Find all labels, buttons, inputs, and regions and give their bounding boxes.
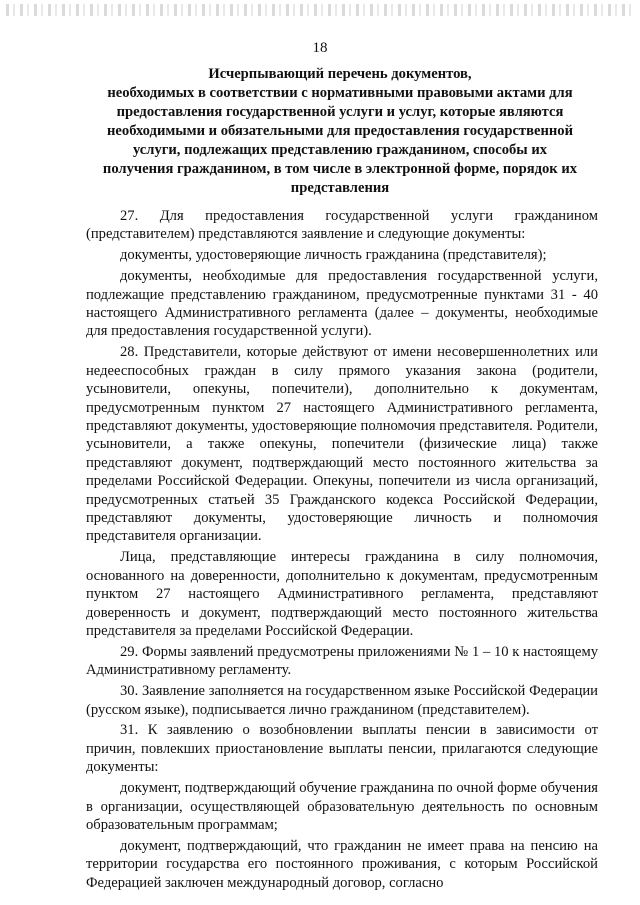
heading-line: Исчерпывающий перечень документов, <box>208 66 472 82</box>
paragraph-29: 29. Формы заявлений предусмотрены приложениями № 1 – 10 к настоящему Административному регламенту. <box>86 643 598 679</box>
paragraph-30: 30. Заявление заполняется на государственном языке Российской Федерации (русском языке), подписывается лично гражданином (представителем). <box>86 683 598 718</box>
heading-line: получения гражданином, в том числе в электронной форме, порядок их <box>102 161 578 177</box>
heading-line: услуги, подлежащих представлению гражданином, способы их <box>132 142 548 158</box>
document-body <box>86 207 598 895</box>
paragraph-required-docs: документы, необходимые для предоставления государственной услуги, подлежащие представлению гражданином, предусмотренные пунктами 31 - 40 настоящего Административного регламента (далее – документы, необходимые для предоставления государственной услуги). <box>86 268 598 340</box>
paragraph-31: 31. К заявлению о возобновлении выплаты пенсии в зависимости от причин, повлекших приостановление выплаты пенсии, прилагаются следующие документы: <box>86 722 598 776</box>
paragraph-27: 27. Для предоставления государственной услуги гражданином (представителем) представляются заявление и следующие документы: <box>86 208 598 243</box>
paragraph-no-pension-doc: документ, подтверждающий, что гражданин не имеет права на пенсию на территории государства его постоянного проживания, с которым Российской Федерацией заключен международный договор, согласно <box>86 837 598 891</box>
heading-line: предоставления государственной услуги и услуг, которые являются <box>116 104 564 120</box>
paragraph-28: 28. Представители, которые действуют от имени несовершеннолетних или недееспособных граждан в силу прямого указания закона (родители, усыновители, опекуны, попечители), дополнительно к документам, предусмотренным пунктом 27 настоящего Административного регламента, представляют документы, удостоверяющие полномочия представителя. Родители, усыновители, а также опекуны, попечители (физические лица) также представляют документ, подтверждающий место постоянного жительства за пределами Российской Федерации. Опекуны, попечители из числа организаций, предусмотренных статьей 35 Гражданского кодекса Российской Федерации, представляют документы, удостоверяющие личность и полномочия представителя организации. <box>86 344 598 545</box>
section-heading <box>80 65 600 198</box>
paragraph-proxy: Лица, представляющие интересы гражданина в силу полномочия, основанного на доверенности, дополнительно к документам, предусмотренным пунктом 27 настоящего Административного регламента, представляют доверенность и документ, подтверждающий место постоянного жительства представителя за пределами Российской Федерации. <box>86 549 598 639</box>
paragraph-study-doc: документ, подтверждающий обучение гражданина по очной форме обучения в организации, осуществляющей образовательную деятельность по основным образовательным программам; <box>86 780 598 833</box>
heading-line: необходимых в соответствии с нормативными правовыми актами для <box>107 85 573 101</box>
scan-edge-artifact <box>6 4 634 16</box>
page-number: 18 <box>312 40 328 56</box>
heading-line: необходимыми и обязательными для предоставления государственной <box>107 123 573 139</box>
heading-line: представления <box>290 180 390 196</box>
paragraph-identity-docs: документы, удостоверяющие личность гражданина (представителя); <box>120 247 547 264</box>
